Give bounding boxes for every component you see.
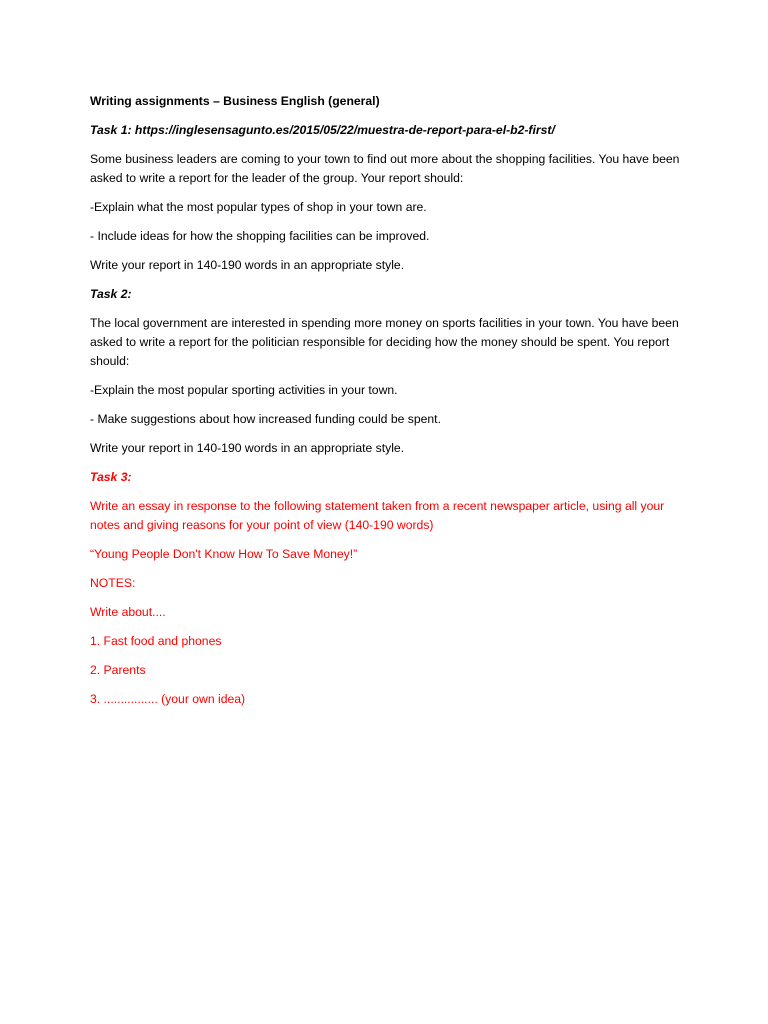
task1-instruction: Write your report in 140-190 words in an appropriate style.	[90, 258, 405, 272]
task3-note-3: 3. ................ (your own idea)	[90, 692, 246, 706]
task3-note-1: 1. Fast food and phones	[90, 634, 222, 648]
task1-point-1: -Explain what the most popular types of shop in your town are.	[90, 200, 427, 214]
task1-point-2: - Include ideas for how the shopping facilities can be improved.	[90, 229, 430, 243]
task2-heading: Task 2:	[90, 287, 132, 301]
task3-write-about: Write about....	[90, 605, 166, 619]
task2-point-2: - Make suggestions about how increased funding could be spent.	[90, 412, 441, 426]
document-title: Writing assignments – Business English (general)	[90, 94, 380, 108]
task3-statement: “Young People Don't Know How To Save Money!”	[90, 547, 358, 561]
task2-prompt: The local government are interested in spending more money on sports facilities in your town. You have been asked to write a report for the politician responsible for deciding how the money should be spent. You report should:	[90, 316, 679, 368]
document-page	[90, 92, 686, 709]
task2-instruction: Write your report in 140-190 words in an appropriate style.	[90, 441, 405, 455]
task1-prompt: Some business leaders are coming to your town to find out more about the shopping facilities. You have been asked to write a report for the leader of the group. Your report should:	[90, 152, 680, 185]
task3-note-2: 2. Parents	[90, 663, 146, 677]
task1-heading: Task 1: https://inglesensagunto.es/2015/05/22/muestra-de-report-para-el-b2-first/	[90, 123, 555, 137]
task3-notes-label: NOTES:	[90, 576, 136, 590]
task2-point-1: -Explain the most popular sporting activities in your town.	[90, 383, 398, 397]
task3-heading: Task 3:	[90, 470, 132, 484]
task3-prompt: Write an essay in response to the following statement taken from a recent newspaper article, using all your notes and giving reasons for your point of view (140-190 words)	[90, 499, 665, 532]
